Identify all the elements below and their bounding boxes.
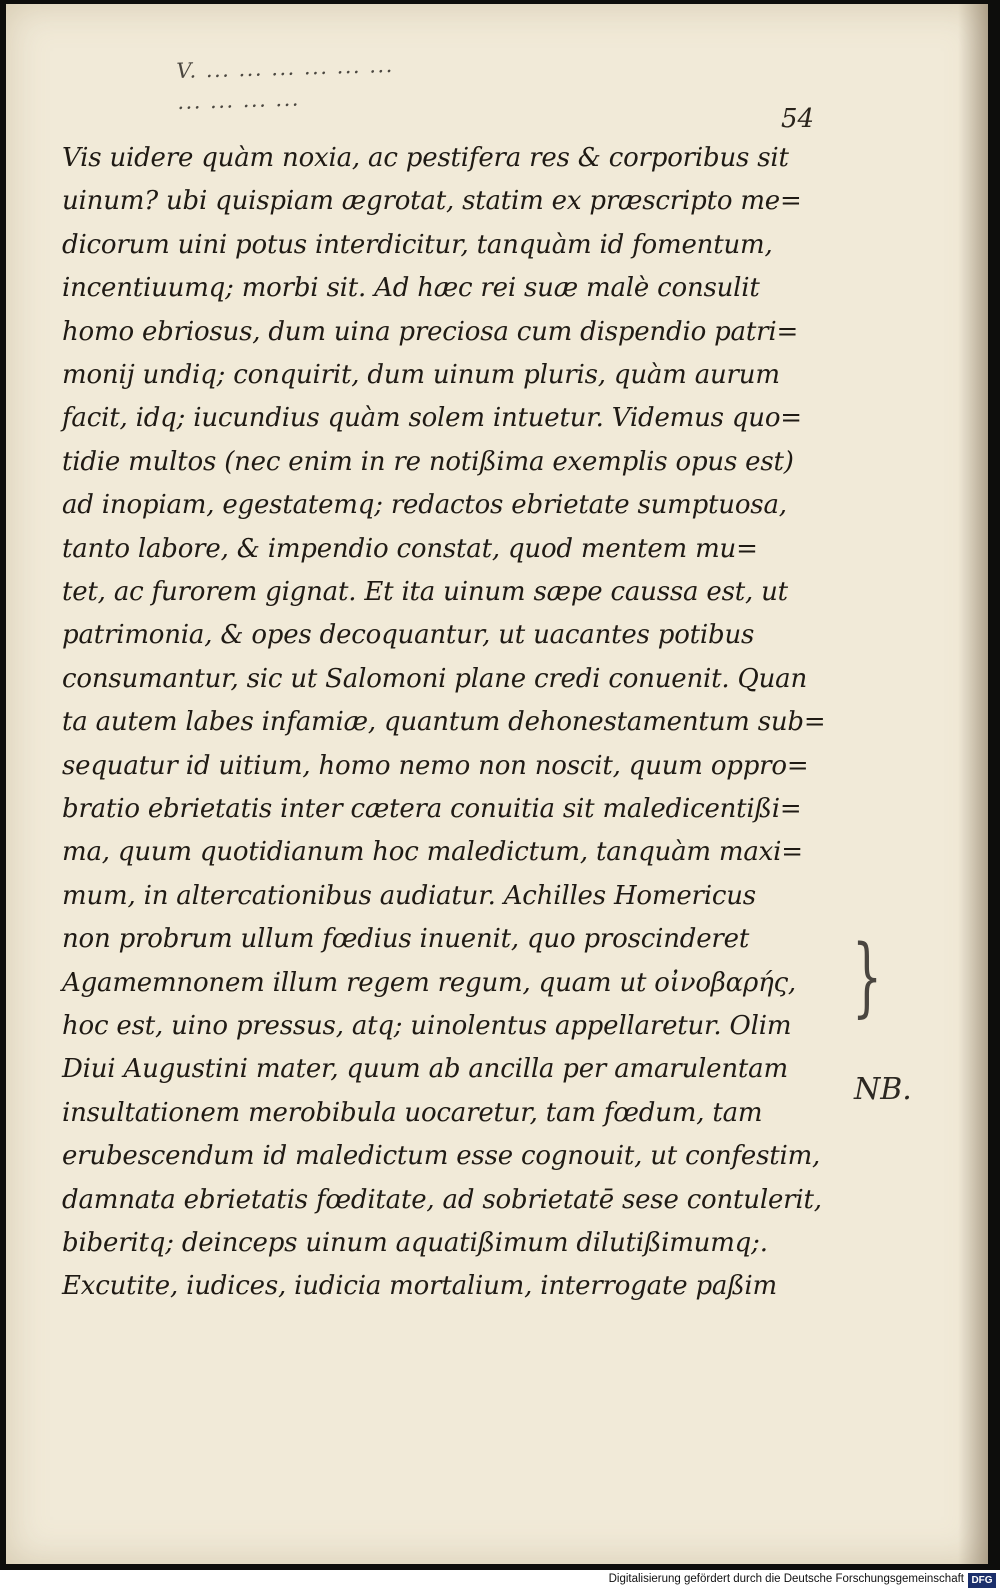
handwritten-line: V. ... ... ... ... ... ... <box>176 52 395 83</box>
text-line: tanto labore, & impendio constat, quod mentem mu= <box>62 533 758 564</box>
text-line: homo ebriosus, dum uina preciosa cum dispendio patri= <box>62 316 799 347</box>
text-line: bratio ebrietatis inter cætera conuitia sit maledicentißi= <box>62 794 802 824</box>
margin-brace-mark: } <box>852 927 883 1027</box>
text-line: ma, quum quotidianum hoc maledictum, tanquàm maxi= <box>62 837 803 868</box>
text-line: ta autem labes infamiæ, quantum dehonestamentum sub= <box>62 707 826 738</box>
dfg-logo: DFG <box>968 1573 996 1588</box>
text-line: damnata ebrietatis fœditate, ad sobrietatē sese contulerit, <box>62 1184 822 1215</box>
text-line: facit, idq; iucundius quàm solem intuetur. Videmus quo= <box>62 403 802 434</box>
text-line: Excutite, iudices, iudicia mortalium, interrogate paßim <box>62 1271 777 1302</box>
text-line: mum, in altercationibus audiatur. Achilles Homericus <box>62 880 756 911</box>
text-line: patrimonia, & opes decoquantur, ut uacantes potibus <box>62 620 755 651</box>
footer-bar <box>0 1570 1000 1593</box>
text-line: incentiuumq; morbi sit. Ad hæc rei suæ malè consulit <box>62 273 760 304</box>
text-line: Vis uidere quàm noxia, ac pestifera res & corporibus sit <box>62 143 789 173</box>
text-line: monij undiq; conquirit, dum uinum pluris, quàm aurum <box>62 360 780 390</box>
text-line: tidie multos (nec enim in re notißima exemplis opus est) <box>62 446 794 477</box>
text-line: non probrum ullum fœdius inuenit, quo proscinderet <box>62 924 750 955</box>
text-line: tet, ac furorem gignat. Et ita uinum sæpe caussa est, ut <box>62 577 788 607</box>
text-line: consumantur, sic ut Salomoni plane credi conuenit. Quan <box>62 663 807 694</box>
text-line: Agamemnonem illum regem regum, quam ut οἰνοβαρής, <box>62 967 796 998</box>
text-line: erubescendum id maledictum esse cognouit, ut confestim, <box>62 1141 821 1172</box>
text-line: Diui Augustini mater, quum ab ancilla per amarulentam <box>62 1054 788 1085</box>
margin-note: NB. <box>854 1072 912 1107</box>
text-line: dicorum uini potus interdicitur, tanquàm id fomentum, <box>62 229 773 260</box>
book-page <box>6 4 988 1564</box>
text-line: ad inopiam, egestatemq; redactos ebrietate sumptuosa, <box>62 490 787 521</box>
page-edge-shadow <box>958 4 988 1564</box>
text-line: biberitq; deinceps uinum aquatißimum dilutißimumq;. <box>62 1228 768 1258</box>
handwritten-annotation <box>176 38 837 118</box>
page-number: 54 <box>781 104 815 134</box>
text-line: uinum? ubi quispiam ægrotat, statim ex præscripto me= <box>62 186 802 217</box>
footer-credit: Digitalisierung gefördert durch die Deutsche Forschungsgemeinschaft <box>608 1573 964 1585</box>
handwritten-line: ... ... ... ... <box>176 86 301 114</box>
text-line: hoc est, uino pressus, atq; uinolentus appellaretur. Olim <box>62 1011 792 1041</box>
text-line: insultationem merobibula uocaretur, tam fœdum, tam <box>62 1097 763 1128</box>
text-line: sequatur id uitium, homo nemo non noscit, quum oppro= <box>62 750 809 781</box>
